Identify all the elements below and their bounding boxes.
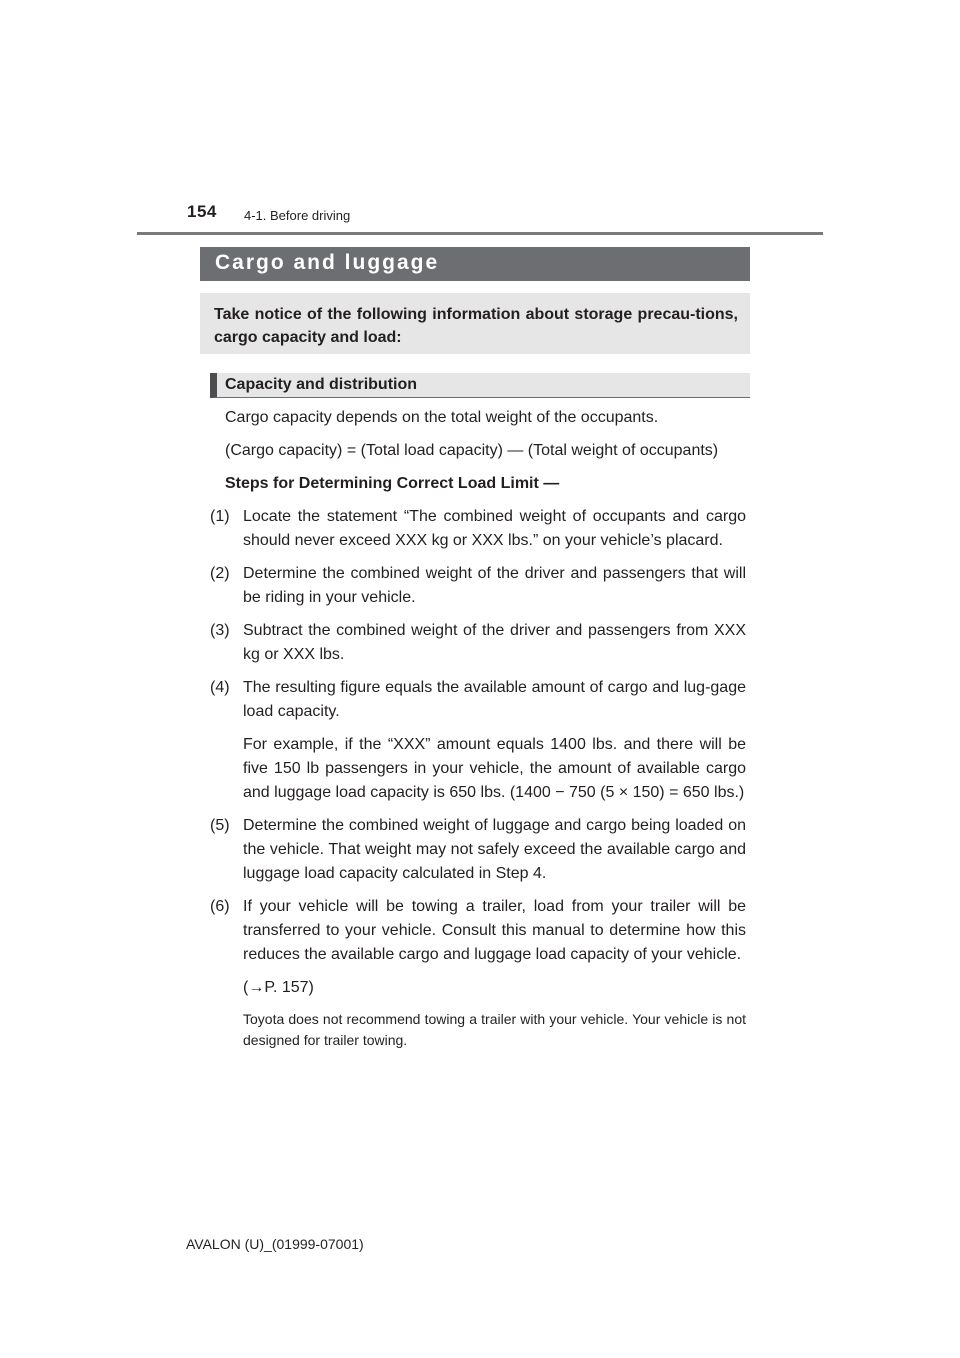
step-item [210,562,746,610]
step-text: Locate the statement “The combined weight of occupants and cargo should never exceed XXX kg or XXX lbs.” on your vehicle’s placard. [243,508,746,549]
document-code: AVALON (U)_(01999-07001) [186,1236,364,1252]
step-item [210,505,746,553]
step-number: (3) [210,622,230,639]
step-item [210,895,746,967]
chapter-label: 4-1. Before driving [244,208,351,223]
step-text: Determine the combined weight of the driver and passengers that will be riding in your vehicle. [243,565,746,606]
steps-heading: Steps for Determining Correct Load Limit — [225,475,560,492]
step-text: Determine the combined weight of luggage and cargo being loaded on the vehicle. That weight may not safely exceed the available cargo and luggage load capacity calculated in Step 4. [243,817,746,882]
header-rule [137,232,823,235]
step-item [210,814,746,886]
capacity-statement: Cargo capacity depends on the total weight of the occupants. [225,409,659,426]
step-text: If your vehicle will be towing a trailer, load from your trailer will be transferred to your vehicle. Consult this manual to determine how this reduces the available cargo and luggage load capacity of your vehicle. [243,898,746,963]
subsection-heading-bar [210,373,750,398]
towing-note: Toyota does not recommend towing a trailer with your vehicle. Your vehicle is not designed for trailer towing. [243,1011,746,1048]
intro-box [200,293,750,354]
body-text [210,406,746,1051]
section-title-bar [200,247,750,281]
step-number: (4) [210,679,230,696]
page-number: 154 [187,202,217,221]
step-number: (6) [210,898,230,915]
step-item [210,619,746,667]
page-reference-link[interactable]: (→P. 157) [243,979,314,996]
page-title: Cargo and luggage [215,251,440,274]
step-number: (2) [210,565,230,582]
step-text: Subtract the combined weight of the driver and passengers from XXX kg or XXX lbs. [243,622,746,663]
step-text: The resulting figure equals the available amount of cargo and lug-gage load capacity. [243,679,746,720]
step-item [210,676,746,724]
capacity-formula: (Cargo capacity) = (Total load capacity) — (Total weight of occupants) [225,442,719,459]
subsection-heading: Capacity and distribution [225,376,418,393]
step-number: (5) [210,817,230,834]
step-number: (1) [210,508,230,525]
example-paragraph: For example, if the “XXX” amount equals 1400 lbs. and there will be five 150 lb passengers in your vehicle, the amount of available cargo and luggage load capacity is 650 lbs. (1400 − 750 (5 × 150) = 650 lbs.) [243,736,746,801]
intro-text: Take notice of the following information about storage precau-tions, cargo capacity and load: [214,306,738,346]
